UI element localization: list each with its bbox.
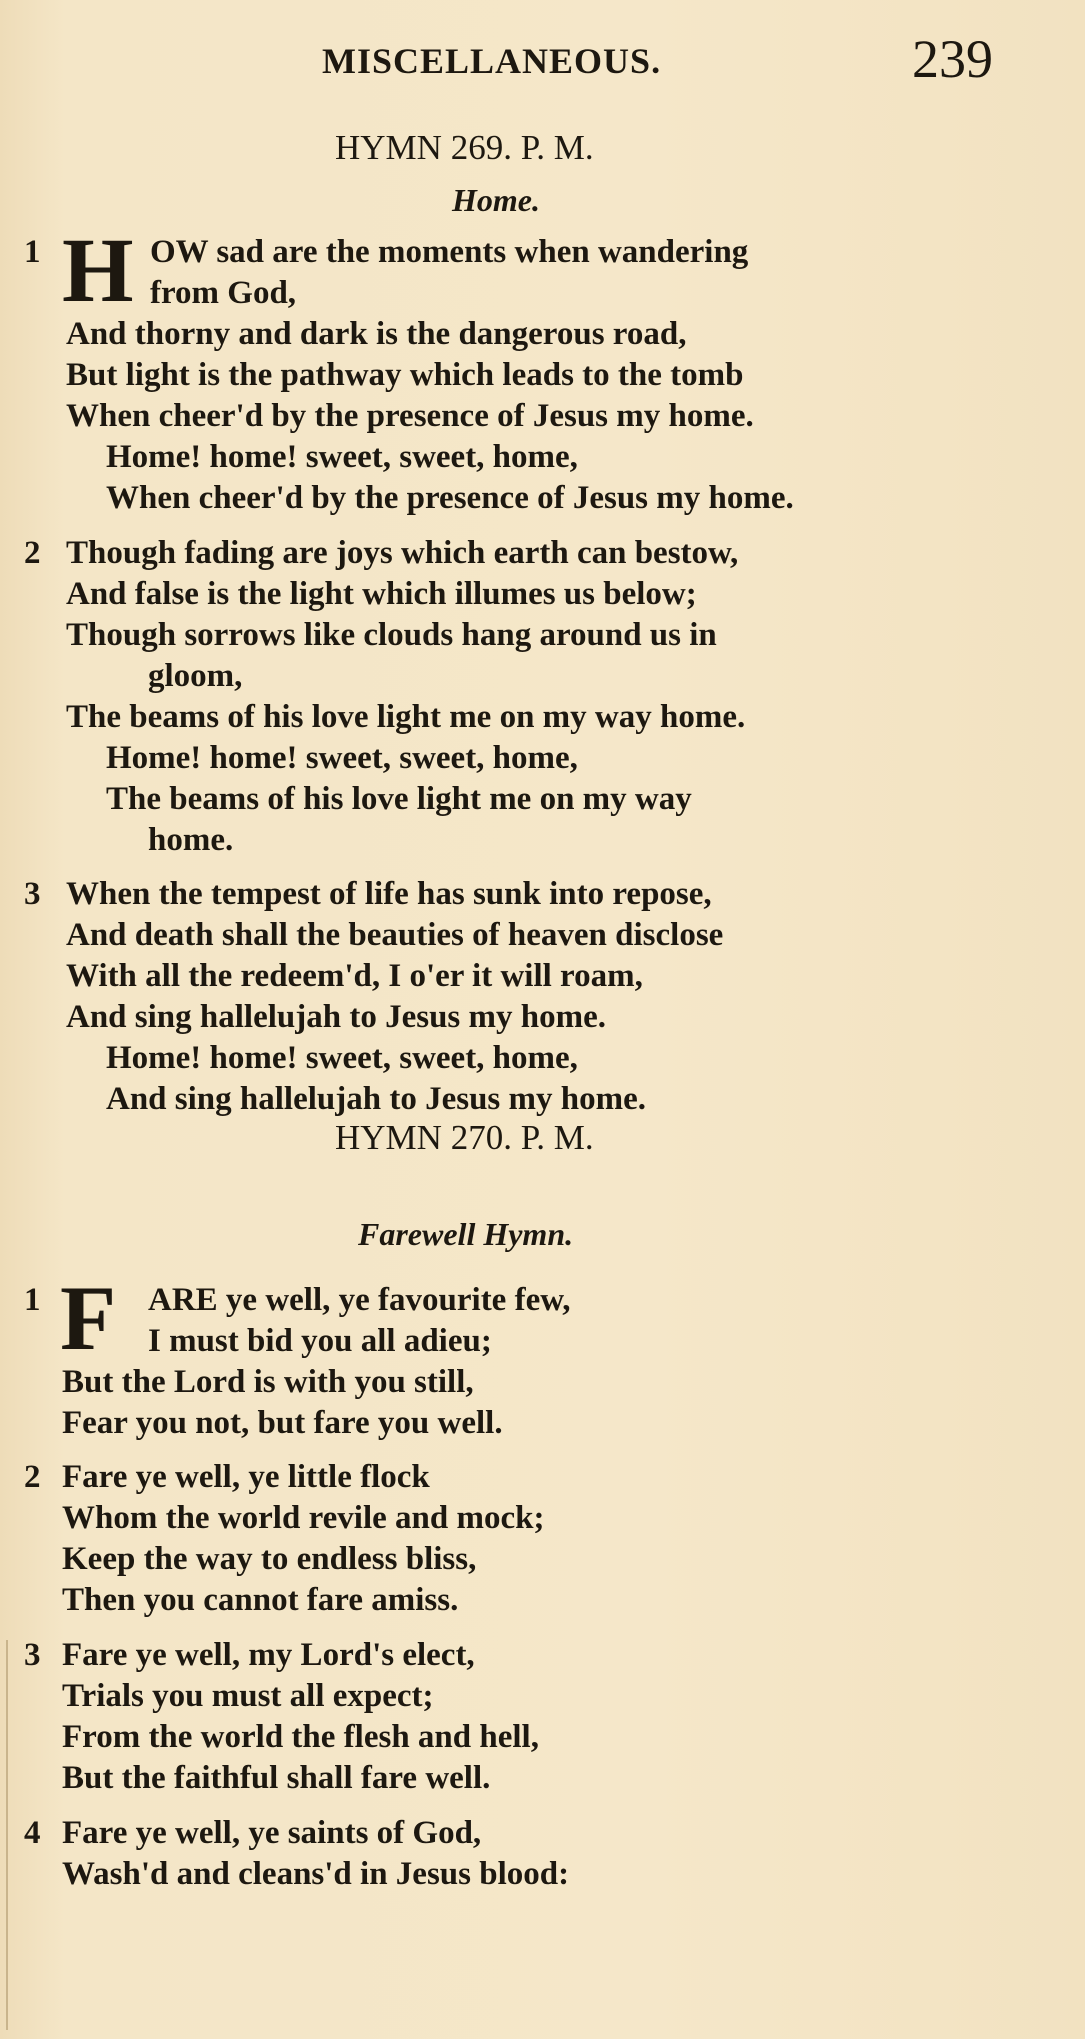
chorus-line: Home! home! sweet, sweet, home, xyxy=(106,1040,578,1076)
page-header xyxy=(0,22,1085,92)
verse-number: 3 xyxy=(24,1637,41,1673)
hymn-title: HYMN 269. P. M. xyxy=(335,128,594,167)
chorus-line: Home! home! sweet, sweet, home, xyxy=(106,740,578,776)
verse-line: When cheer'd by the presence of Jesus my home. xyxy=(66,398,754,434)
hymn-subtitle: Farewell Hymn. xyxy=(358,1216,574,1252)
drop-cap: H xyxy=(62,219,134,321)
verse-number: 2 xyxy=(24,535,41,571)
hymn-subtitle: Home. xyxy=(452,182,540,218)
chorus-line: Home! home! sweet, sweet, home, xyxy=(106,439,578,475)
chorus-line: The beams of his love light me on my way xyxy=(106,781,692,817)
verse-line: Fare ye well, ye saints of God, xyxy=(62,1815,482,1851)
verse-number: 4 xyxy=(24,1815,41,1851)
drop-cap: F xyxy=(60,1267,117,1369)
verse-line: Wash'd and cleans'd in Jesus blood: xyxy=(62,1856,570,1892)
verse-line: From the world the flesh and hell, xyxy=(62,1719,539,1755)
verse-line: Then you cannot fare amiss. xyxy=(62,1582,459,1618)
hymn-title: HYMN 270. P. M. xyxy=(335,1118,594,1157)
verse-number: 1 xyxy=(24,1282,41,1318)
verse-line: And false is the light which illumes us below; xyxy=(66,576,697,612)
verse-number: 3 xyxy=(24,876,41,912)
verse-line: When the tempest of life has sunk into repose, xyxy=(66,876,712,912)
verse-line: Fear you not, but fare you well. xyxy=(62,1405,503,1441)
verse-line: Trials you must all expect; xyxy=(62,1678,434,1714)
verse-line: Fare ye well, ye little flock xyxy=(62,1459,430,1495)
verse-line: Though fading are joys which earth can bestow, xyxy=(66,535,739,571)
verse-line: But the faithful shall fare well. xyxy=(62,1760,491,1796)
verse-line: And death shall the beauties of heaven disclose xyxy=(66,917,724,953)
chorus-line: When cheer'd by the presence of Jesus my home. xyxy=(106,480,794,516)
verse-line: Whom the world revile and mock; xyxy=(62,1500,545,1536)
verse-line: Though sorrows like clouds hang around us in xyxy=(66,617,717,653)
verse-line: I must bid you all adieu; xyxy=(148,1323,492,1359)
verse-line: With all the redeem'd, I o'er it will roam, xyxy=(66,958,643,994)
verse-line: ARE ye well, ye favourite few, xyxy=(148,1282,571,1318)
verse-line: from God, xyxy=(150,275,297,311)
verse-line: But the Lord is with you still, xyxy=(62,1364,474,1400)
verse-line: And thorny and dark is the dangerous road, xyxy=(66,316,687,352)
chorus-line: And sing hallelujah to Jesus my home. xyxy=(106,1081,647,1117)
verse-number: 1 xyxy=(24,234,41,270)
verse-line: gloom, xyxy=(148,658,243,694)
gutter-edge xyxy=(6,1640,8,2030)
verse-line: OW sad are the moments when wandering xyxy=(150,234,749,270)
verse-line: Fare ye well, my Lord's elect, xyxy=(62,1637,475,1673)
verse-line: And sing hallelujah to Jesus my home. xyxy=(66,999,607,1035)
verse-number: 2 xyxy=(24,1459,41,1495)
page-number: 239 xyxy=(912,29,993,89)
verse-line: The beams of his love light me on my way home. xyxy=(66,699,746,735)
chorus-line: home. xyxy=(148,822,234,858)
verse-line: But light is the pathway which leads to the tomb xyxy=(66,357,744,393)
verse-line: Keep the way to endless bliss, xyxy=(62,1541,477,1577)
running-head: MISCELLANEOUS. xyxy=(322,41,662,81)
